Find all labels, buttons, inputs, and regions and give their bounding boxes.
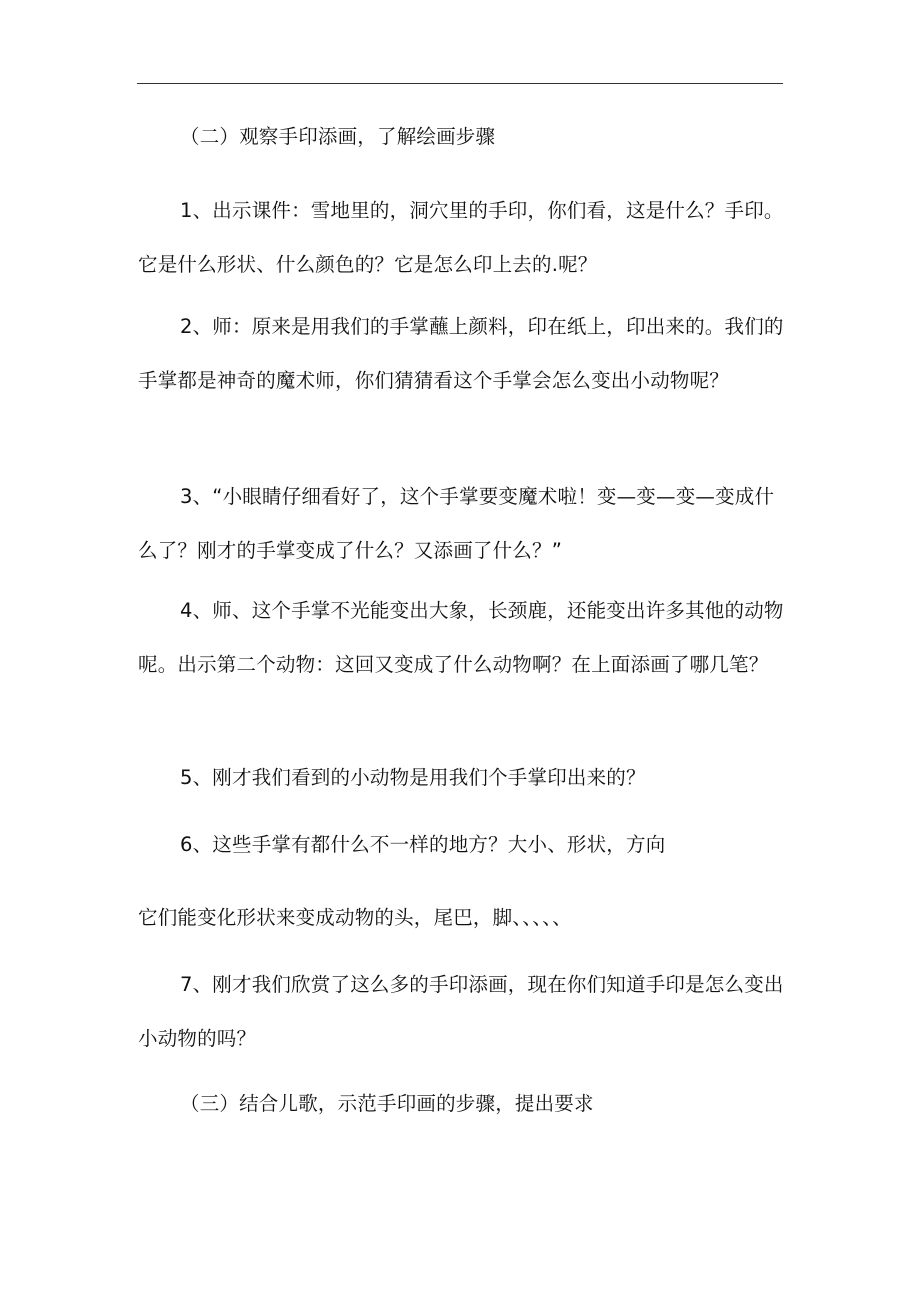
paragraph-1: 1、出示课件：雪地里的，洞穴里的手印，你们看，这是什么？手印。它是什么形状、什么颜色的？它是怎么印上去的.呢？ bbox=[138, 199, 784, 276]
section-heading-2: （二）观察手印添画，了解绘画步骤 bbox=[180, 125, 496, 148]
paragraph-2: 2、师：原来是用我们的手掌蘸上颜料，印在纸上，印出来的。我们的手掌都是神奇的魔术师，你们猜猜看这个手掌会怎么变出小动物呢？ bbox=[138, 315, 784, 392]
paragraph-6: 6、这些手掌有都什么不一样的地方？大小、形状，方向 bbox=[180, 833, 666, 856]
paragraph-3: 3、“小眼睛仔细看好了，这个手掌要变魔术啦！变—变—变—变成什么了？刚才的手掌变成了什么？又添画了什么？” bbox=[138, 485, 775, 562]
paragraph-4: 4、师、这个手掌不光能变出大象，长颈鹿，还能变出许多其他的动物呢。出示第二个动物：这回又变成了什么动物啊？在上面添画了哪几笔？ bbox=[138, 599, 784, 676]
paragraph-7: 7、刚才我们欣赏了这么多的手印添画，现在你们知道手印是怎么变出小动物的吗？ bbox=[138, 973, 784, 1050]
section-heading-3: （三）结合儿歌，示范手印画的步骤，提出要求 bbox=[180, 1092, 594, 1115]
paragraph-6-continuation: 它们能变化形状来变成动物的头，尾巴，脚、、、、、 bbox=[138, 906, 572, 929]
header-rule bbox=[137, 83, 783, 84]
paragraph-5: 5、刚才我们看到的小动物是用我们个手掌印出来的？ bbox=[180, 766, 646, 789]
